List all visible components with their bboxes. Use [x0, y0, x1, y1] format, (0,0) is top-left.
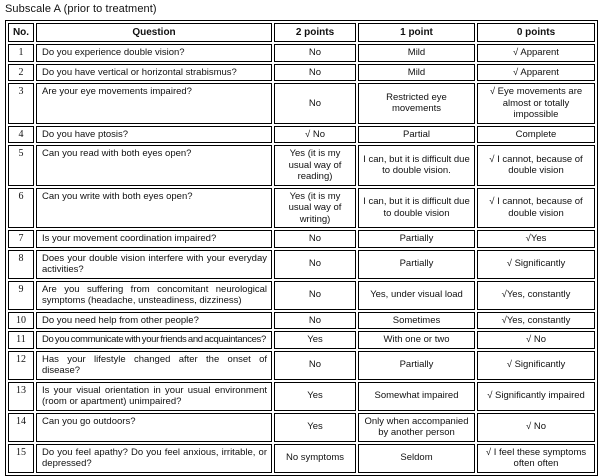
row-number-cell: 11: [8, 331, 34, 349]
points-1-cell: Partial: [358, 126, 475, 144]
points-1-cell: Partially: [358, 250, 475, 279]
row-number-cell: 9: [8, 281, 34, 310]
row-number-cell: 5: [8, 145, 34, 186]
points-2-cell: No: [274, 44, 356, 62]
points-2-cell: No: [274, 83, 356, 124]
question-cell: Is your visual orientation in your usual environment (room or apartment) unimpaired?: [36, 382, 272, 411]
points-2-cell: Yes (it is my usual way of reading): [274, 145, 356, 186]
points-1-cell: I can, but it is difficult due to double vision: [358, 188, 475, 229]
table-row: [8, 44, 595, 62]
points-2-cell: No: [274, 64, 356, 82]
points-2-cell: No: [274, 281, 356, 310]
points-0-cell: √Yes, constantly: [477, 281, 595, 310]
points-0-cell: √ No: [477, 413, 595, 442]
row-number-cell: 14: [8, 413, 34, 442]
question-cell: Can you read with both eyes open?: [36, 145, 272, 186]
points-2-cell: No: [274, 312, 356, 330]
points-1-cell: Mild: [358, 64, 475, 82]
column-header-1point: 1 point: [358, 23, 475, 42]
points-0-cell: √ No: [477, 331, 595, 349]
question-cell: Can you go outdoors?: [36, 413, 272, 442]
header-row: [8, 23, 595, 42]
column-header-2points: 2 points: [274, 23, 356, 42]
points-2-cell: Yes (it is my usual way of writing): [274, 188, 356, 229]
table-row: [8, 83, 595, 124]
points-1-cell: Partially: [358, 230, 475, 248]
question-cell: Do you have ptosis?: [36, 126, 272, 144]
points-0-cell: √ Significantly: [477, 351, 595, 380]
points-2-cell: Yes: [274, 331, 356, 349]
question-cell: Do you need help from other people?: [36, 312, 272, 330]
question-cell: Do you experience double vision?: [36, 44, 272, 62]
table-body: [8, 44, 595, 473]
row-number-cell: 15: [8, 444, 34, 473]
points-2-cell: No: [274, 351, 356, 380]
table-row: [8, 312, 595, 330]
row-number-cell: 4: [8, 126, 34, 144]
question-cell: Can you write with both eyes open?: [36, 188, 272, 229]
points-0-cell: √ I cannot, because of double vision: [477, 188, 595, 229]
table-row: [8, 250, 595, 279]
table-row: [8, 351, 595, 380]
row-number-cell: 7: [8, 230, 34, 248]
question-cell: Does your double vision interfere with your everyday activities?: [36, 250, 272, 279]
points-1-cell: Restricted eye movements: [358, 83, 475, 124]
table-row: [8, 444, 595, 473]
questionnaire-table: [5, 20, 598, 476]
points-2-cell: No: [274, 250, 356, 279]
table-row: [8, 126, 595, 144]
column-header-question: Question: [36, 23, 272, 42]
points-1-cell: Mild: [358, 44, 475, 62]
points-0-cell: √ Apparent: [477, 64, 595, 82]
table-row: [8, 230, 595, 248]
question-cell: Do you communicate with your friends and acquaintances?: [36, 331, 272, 349]
question-cell: Are your eye movements impaired?: [36, 83, 272, 124]
points-0-cell: √ Eye movements are almost or totally impossible: [477, 83, 595, 124]
row-number-cell: 8: [8, 250, 34, 279]
table-row: [8, 331, 595, 349]
points-0-cell: √ Significantly: [477, 250, 595, 279]
points-1-cell: Seldom: [358, 444, 475, 473]
row-number-cell: 1: [8, 44, 34, 62]
question-cell: Do you feel apathy? Do you feel anxious, irritable, or depressed?: [36, 444, 272, 473]
column-header-0points: 0 points: [477, 23, 595, 42]
points-0-cell: √ I feel these symptoms often often: [477, 444, 595, 473]
points-0-cell: √ I cannot, because of double vision: [477, 145, 595, 186]
row-number-cell: 2: [8, 64, 34, 82]
points-1-cell: Somewhat impaired: [358, 382, 475, 411]
table-row: [8, 145, 595, 186]
points-1-cell: With one or two: [358, 331, 475, 349]
row-number-cell: 3: [8, 83, 34, 124]
points-1-cell: Sometimes: [358, 312, 475, 330]
table-title: Subscale A (prior to treatment): [5, 3, 157, 15]
points-1-cell: Only when accompanied by another person: [358, 413, 475, 442]
question-cell: Is your movement coordination impaired?: [36, 230, 272, 248]
row-number-cell: 10: [8, 312, 34, 330]
table-row: [8, 382, 595, 411]
table-row: [8, 64, 595, 82]
points-1-cell: I can, but it is difficult due to double vision.: [358, 145, 475, 186]
table-row: [8, 188, 595, 229]
column-header-no: No.: [8, 23, 34, 42]
points-1-cell: Yes, under visual load: [358, 281, 475, 310]
question-cell: Has your lifestyle changed after the onset of disease?: [36, 351, 272, 380]
row-number-cell: 6: [8, 188, 34, 229]
points-1-cell: Partially: [358, 351, 475, 380]
points-0-cell: √Yes, constantly: [477, 312, 595, 330]
table-row: [8, 281, 595, 310]
points-2-cell: No: [274, 230, 356, 248]
points-0-cell: Complete: [477, 126, 595, 144]
points-2-cell: √ No: [274, 126, 356, 144]
table-row: [8, 413, 595, 442]
question-cell: Are you suffering from concomitant neurological symptoms (headache, unsteadiness, dizziness): [36, 281, 272, 310]
points-2-cell: Yes: [274, 413, 356, 442]
table-header: [8, 23, 595, 42]
points-0-cell: √ Significantly impaired: [477, 382, 595, 411]
row-number-cell: 12: [8, 351, 34, 380]
points-2-cell: No symptoms: [274, 444, 356, 473]
points-0-cell: √ Apparent: [477, 44, 595, 62]
points-2-cell: Yes: [274, 382, 356, 411]
points-0-cell: √Yes: [477, 230, 595, 248]
row-number-cell: 13: [8, 382, 34, 411]
question-cell: Do you have vertical or horizontal strabismus?: [36, 64, 272, 82]
